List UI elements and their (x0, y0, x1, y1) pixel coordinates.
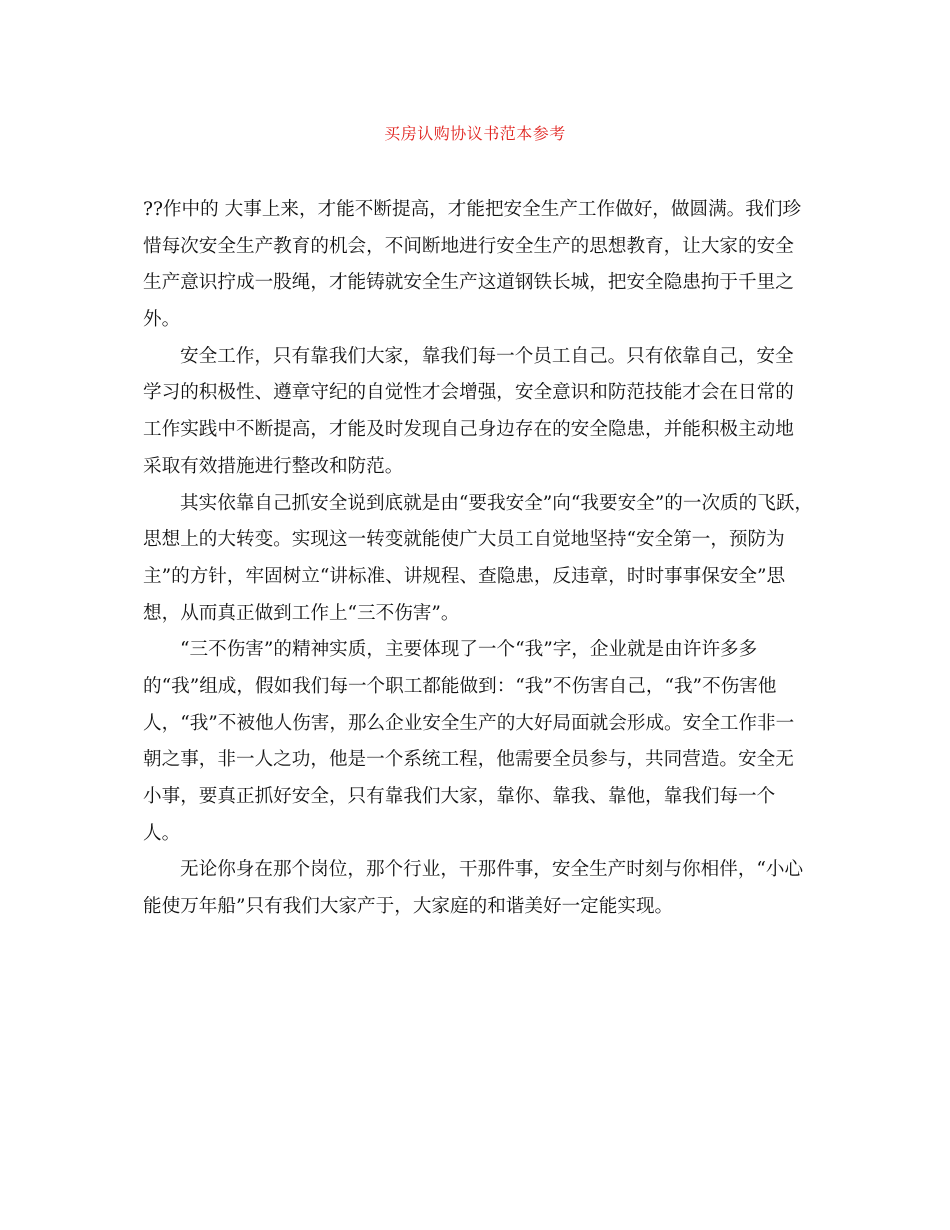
paragraph-first-line: 其实依靠自己抓安全说到底就是由“要我安全”向“我要安全”的一次质的飞跃， (180, 492, 814, 514)
body-line: 的“我”组成，假如我们每一个职工都能做到：“我”不伤害自己，“我”不伤害他 (143, 675, 777, 697)
body-line: 小事，要真正抓好安全，只有靠我们大家，靠你、靠我、靠他，靠我们每一个 (143, 786, 776, 807)
body-line: 主”的方针，牢固树立“讲标准、讲规程、查隐患，反违章，时时事事保安全”思 (143, 565, 786, 587)
body-line: ??作中的 大事上来，才能不断提高，才能把安全生产工作做好，做圆满。我们珍 (143, 199, 802, 220)
body-line: 朝之事，非一人之功，他是一个系统工程，他需要全员参与，共同营造。安全无 (143, 749, 794, 771)
body-line: 想，从而真正做到工作上“三不伤害”。 (143, 602, 460, 624)
body-line: 生产意识拧成一股绳，才能铸就安全生产这道钢铁长城，把安全隐患拘于千里之 (143, 272, 794, 294)
document-title: 买房认购协议书范本参考 (384, 124, 566, 143)
document-body (143, 192, 814, 926)
body-line: 能使万年船”只有我们大家产于，大家庭的和谐美好一定能实现。 (143, 896, 674, 918)
body-line: 采取有效措施进行整改和防范。 (143, 455, 404, 477)
paragraph-first-line: 安全工作，只有靠我们大家，靠我们每一个员工自己。只有依靠自己，安全 (180, 345, 794, 367)
body-line: 工作实践中不断提高，才能及时发现自己身边存在的安全隐患，并能积极主动地 (143, 419, 794, 441)
body-line: 惜每次安全生产教育的机会，不间断地进行安全生产的思想教育，让大家的安全 (143, 235, 794, 257)
body-line: 人。 (143, 822, 181, 844)
body-line: 学习的积极性、遵章守纪的自觉性才会增强，安全意识和防范技能才会在日常的 (143, 382, 794, 404)
body-line: 人，“我”不被他人伤害，那么企业安全生产的大好局面就会形成。安全工作非一 (143, 712, 795, 734)
paragraph-first-line: “三不伤害”的精神实质，主要体现了一个“我”字，企业就是由许许多多 (180, 639, 758, 661)
body-line: 思想上的大转变。实现这一转变就能使广大员工自觉地坚持“安全第一，预防为 (143, 529, 785, 551)
body-line: 外。 (143, 309, 181, 331)
paragraph-first-line: 无论你身在那个岗位，那个行业，干那件事，安全生产时刻与你相伴，“小心 (180, 859, 804, 881)
